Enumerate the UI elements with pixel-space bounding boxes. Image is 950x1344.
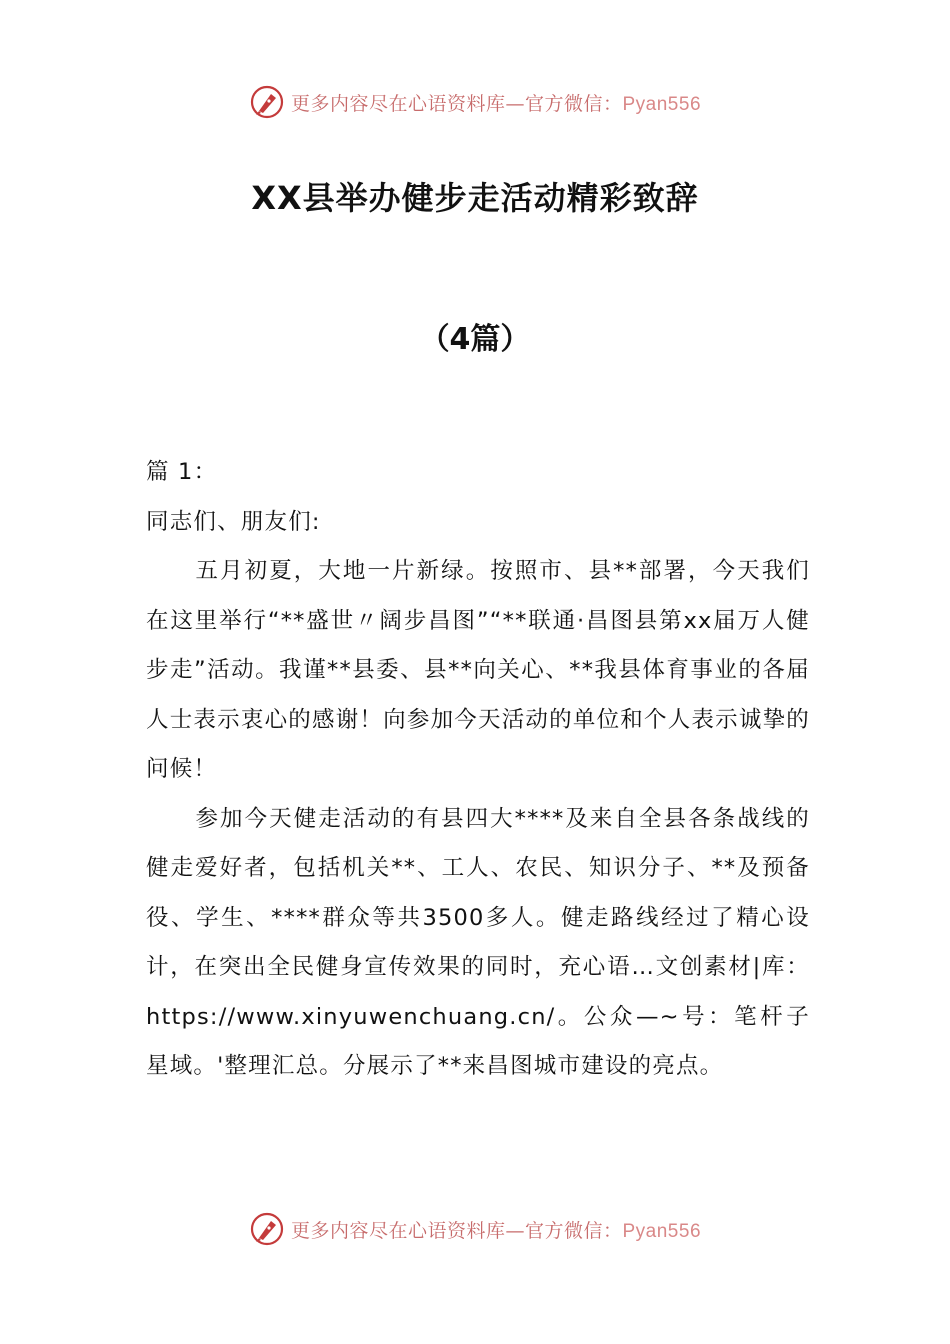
body-paragraph-2: 参加今天健走活动的有县四大****及来自全县各条战线的健走爱好者，包括机关**、工人、农民、知识分子、**及预备役、学生、****群众等共3500多人。健走路线经过了精心设计，在突出全民健身宣传效果的同时，充心语…文创素材|库：https://www.xinyuwenchuang.cn/。公众—~号：笔杆子星域。'整理汇总。分展示了**来昌图城市建设的亮点。 bbox=[146, 805, 810, 1079]
watermark-wechat-id: Pyan556 bbox=[622, 1220, 702, 1242]
greeting-line: 同志们、朋友们: bbox=[146, 508, 321, 535]
watermark-label: 更多内容尽在心语资料库—官方微信： bbox=[290, 1219, 623, 1242]
watermark-wechat-id: Pyan556 bbox=[622, 93, 702, 115]
watermark-text bbox=[291, 1216, 701, 1243]
document-subtitle: （4篇） bbox=[419, 322, 531, 357]
pen-nib-logo-icon bbox=[249, 1211, 285, 1247]
document-body bbox=[146, 448, 810, 1092]
document-title: XX县举办健步走活动精彩致辞 bbox=[251, 179, 699, 217]
watermark-label: 更多内容尽在心语资料库—官方微信： bbox=[290, 92, 623, 115]
pen-nib-logo-icon bbox=[249, 84, 285, 120]
watermark-text bbox=[291, 89, 701, 116]
header-watermark-banner bbox=[0, 82, 950, 122]
footer-watermark-banner bbox=[0, 1209, 950, 1249]
section-heading: 篇 1： bbox=[146, 459, 218, 485]
body-paragraph-1: 五月初夏，大地一片新绿。按照市、县**部署，今天我们在这里举行“**盛世〃阔步昌图”“**联通·昌图县第xx届万人健步走”活动。我谨**县委、县**向关心、**我县体育事业的各届人士表示衷心的感谢！向参加今天活动的单位和个人表示诚挚的问候！ bbox=[146, 558, 810, 782]
